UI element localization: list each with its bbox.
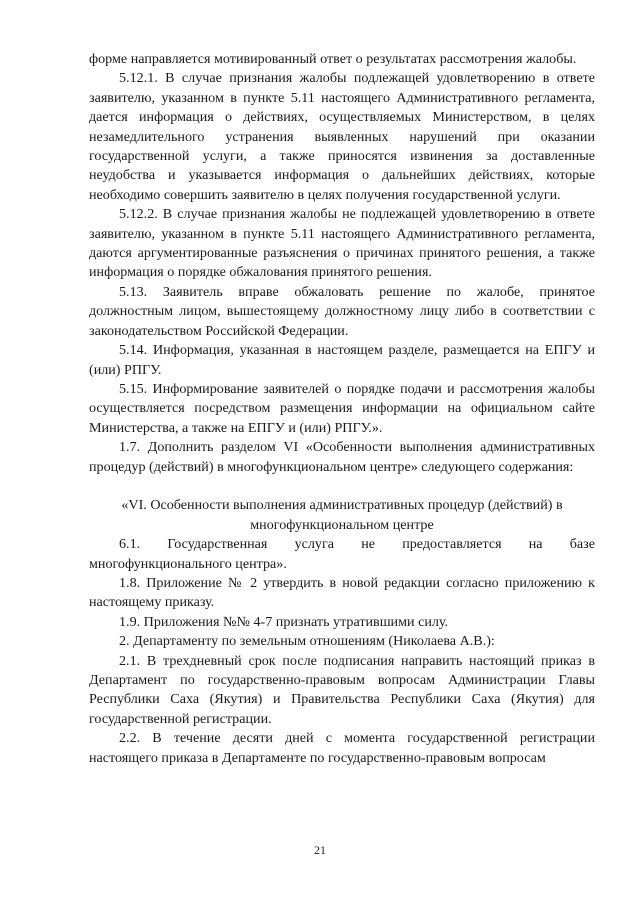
paragraph-continuation: форме направляется мотивированный ответ о результатах рассмотрения жалобы. [89, 51, 577, 67]
section-heading: «VI. Особенности выполнения административных процедур (действий) в многофункциональном центре [121, 497, 563, 533]
paragraph-2: 2. Департаменту по земельным отношениям (Николаева А.В.): [119, 633, 495, 650]
paragraph-5-15: 5.15. Информирование заявителей о порядке подачи и рассмотрения жалобы осуществляется посредством размещения информации на официальном сайте Министерства, а также на ЕПГУ и (или) РПГУ.». [89, 380, 595, 436]
paragraph-6-1: 6.1. Государственная услуга не предоставляется на базе многофункционального центра». [89, 536, 595, 572]
paragraph-5-13: 5.13. Заявитель вправе обжаловать решение по жалобе, принятое должностным лицом, вышестоящему должностному лицу либо в соответствии с законодательством Российской Федерации. [89, 283, 595, 339]
paragraph-2-2: 2.2. В течение десяти дней с момента государственной регистрации настоящего приказа в Департаменте по государственно-правовым вопросам [89, 730, 595, 766]
paragraph-5-12-1: 5.12.1. В случае признания жалобы подлежащей удовлетворению в ответе заявителю, указанном в пункте 5.11 настоящего Административного регламента, дается информация о действиях, осуществляемых Министерством, в целях незамедлительного устранения выявленных нарушений при оказании государственной услуги, а также приносятся извинения за доставленные неудобства и указывается информация о дальнейших действиях, которые необходимо совершить заявителю в целях получения государственной услуги. [89, 70, 595, 203]
paragraph-1-8: 1.8. Приложение № 2 утвердить в новой редакции согласно приложению к настоящему приказу. [89, 574, 595, 611]
paragraph-5-14: 5.14. Информация, указанная в настоящем разделе, размещается на ЕПГУ и (или) РПГУ. [89, 342, 595, 378]
page-number: 21 [314, 843, 326, 857]
paragraph-5-12-2: 5.12.2. В случае признания жалобы не подлежащей удовлетворению в ответе заявителю, указанном в пункте 5.11 настоящего Административного регламента, даются аргументированные разъяснения о причинах принятого решения, а также информация о порядке обжалования принятого решения. [89, 206, 595, 281]
paragraph-1-9: 1.9. Приложения №№ 4-7 признать утратившими силу. [119, 613, 449, 630]
paragraph-2-1: 2.1. В трехдневный срок после подписания направить настоящий приказ в Департамент по государственно-правовым вопросам Администрации Главы Республики Саха (Якутия) и Правительства Республики Саха (Якутия) для государственной регистрации. [89, 652, 595, 727]
paragraph-1-7: 1.7. Дополнить разделом VI «Особенности выполнения административных процедур (действий) в многофункциональном центре» следующего содержания: [89, 439, 595, 475]
